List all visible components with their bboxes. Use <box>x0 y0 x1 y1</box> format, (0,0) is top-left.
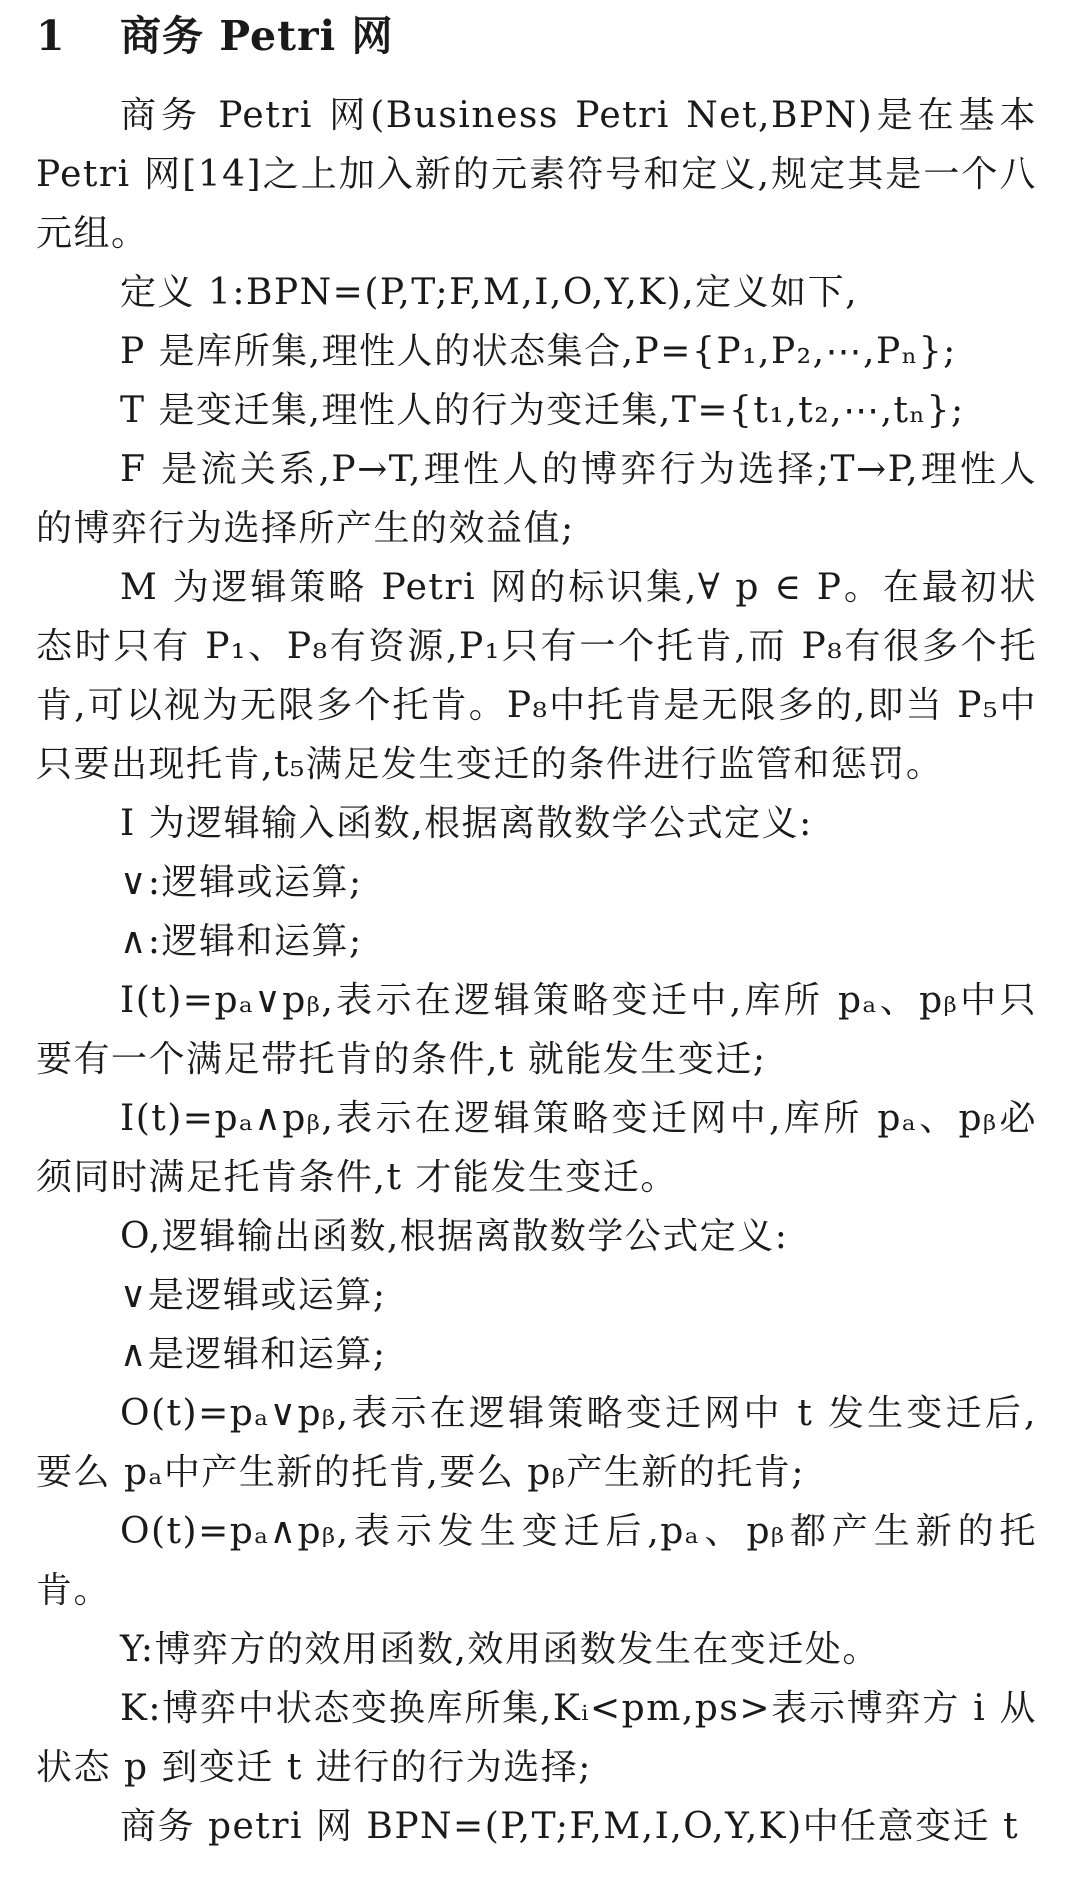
paragraph-o-and: ∧是逻辑和运算; <box>120 1334 387 1375</box>
paragraph-o-and-example: O(t)=pₐ∧pᵦ,表示发生变迁后,pₐ、pᵦ都产生新的托肯。 <box>36 1511 1037 1611</box>
paragraph-i-definition: I 为逻辑输入函数,根据离散数学公式定义: <box>120 803 813 844</box>
paragraph-o-or: ∨是逻辑或运算; <box>120 1275 387 1316</box>
section-title: 商务 Petri 网 <box>120 12 394 60</box>
paragraph-m-definition: M 为逻辑策略 Petri 网的标识集,∀ p ∈ P。在最初状态时只有 P₁、P₈有资源,P₁只有一个托肯,而 P₈有很多个托肯,可以视为无限多个托肯。P₈中托肯是无限多的,即当 P₅中只要出现托肯,t₅满足发生变迁的条件进行监管和惩罚。 <box>36 567 1037 785</box>
paragraph-i-or: ∨:逻辑或运算; <box>120 862 363 903</box>
section-number: 1 <box>36 12 66 60</box>
paragraph-i-and: ∧:逻辑和运算; <box>120 921 363 962</box>
paragraph-i-or-example: I(t)=pₐ∨pᵦ,表示在逻辑策略变迁中,库所 pₐ、pᵦ中只要有一个满足带托肯的条件,t 就能发生变迁; <box>36 980 1037 1080</box>
paragraph-t-definition: T 是变迁集,理性人的行为变迁集,T={t₁,t₂,⋯,tₙ}; <box>120 390 965 431</box>
body-text <box>36 86 1037 1856</box>
paragraph-i-and-example: I(t)=pₐ∧pᵦ,表示在逻辑策略变迁网中,库所 pₐ、pᵦ必须同时满足托肯条件,t 才能发生变迁。 <box>36 1098 1037 1198</box>
paragraph-y-definition: Y:博弈方的效用函数,效用函数发生在变迁处。 <box>120 1629 880 1670</box>
paragraph-intro: 商务 Petri 网(Business Petri Net,BPN)是在基本 Petri 网[14]之上加入新的元素符号和定义,规定其是一个八元组。 <box>36 95 1037 254</box>
paragraph-k-definition: K:博弈中状态变换库所集,Kᵢ<pm,ps>表示博弈方 i 从状态 p 到变迁 t 进行的行为选择; <box>36 1688 1037 1788</box>
paragraph-f-definition: F 是流关系,P→T,理性人的博弈行为选择;T→P,理性人的博弈行为选择所产生的效益值; <box>36 449 1037 549</box>
section-heading <box>36 8 1037 64</box>
paragraph-definition-1: 定义 1:BPN=(P,T;F,M,I,O,Y,K),定义如下, <box>120 272 859 313</box>
paragraph-p-definition: P 是库所集,理性人的状态集合,P={P₁,P₂,⋯,Pₙ}; <box>120 331 957 372</box>
paragraph-o-definition: O,逻辑输出函数,根据离散数学公式定义: <box>120 1216 789 1257</box>
paragraph-o-or-example: O(t)=pₐ∨pᵦ,表示在逻辑策略变迁网中 t 发生变迁后,要么 pₐ中产生新的托肯,要么 pᵦ产生新的托肯; <box>36 1393 1037 1493</box>
paragraph-closing: 商务 petri 网 BPN=(P,T;F,M,I,O,Y,K)中任意变迁 t <box>120 1806 1020 1847</box>
